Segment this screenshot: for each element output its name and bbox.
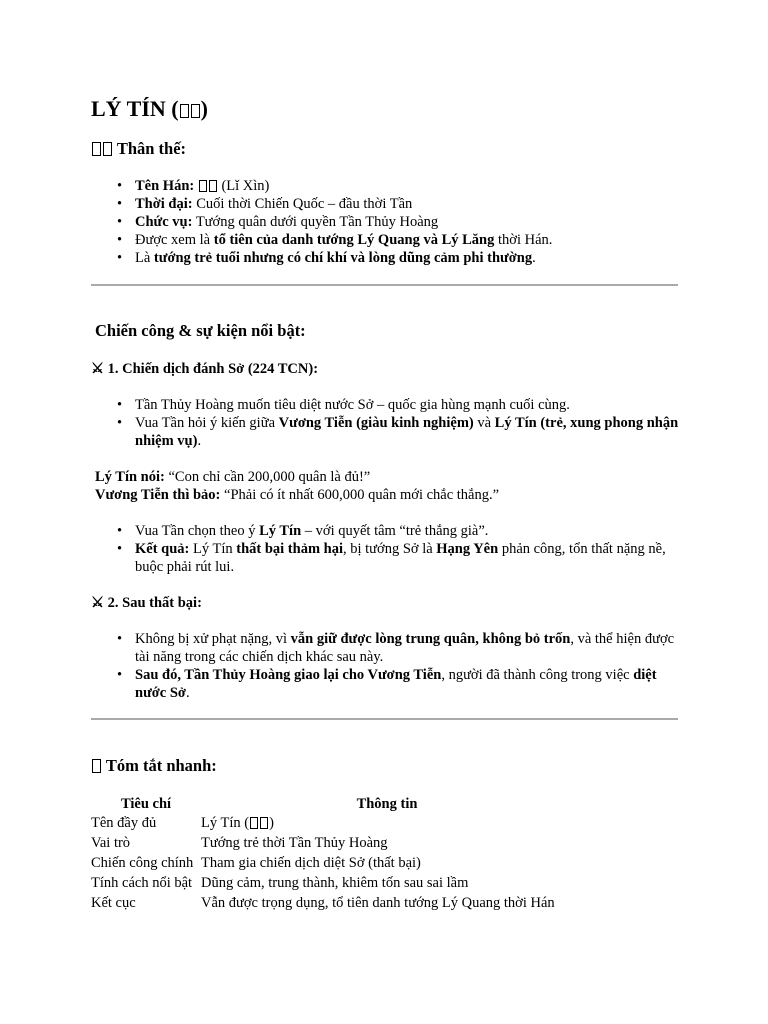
background-list xyxy=(135,177,695,267)
section-divider xyxy=(91,284,678,286)
list-item: • Thời đại: Cuối thời Chiến Quốc – đầu thời Tần xyxy=(135,195,695,213)
table-cell-value: Lý Tín ( ) xyxy=(201,815,274,831)
subsection-heading-campaign: ⚔ 1. Chiến dịch đánh Sở (224 TCN): xyxy=(91,361,319,377)
decision-list xyxy=(135,522,683,576)
table-cell-value: Tướng trẻ thời Tần Thủy Hoàng xyxy=(201,835,388,851)
table-row xyxy=(91,854,573,874)
table-cell-value: Tham gia chiến dịch diệt Sở (thất bại) xyxy=(201,855,421,871)
missing-glyph-icon xyxy=(260,817,268,829)
quote-vuong-tien: Vương Tiễn thì bảo: “Phải có ít nhất 600,000 quân mới chắc thắng.” xyxy=(95,487,500,503)
list-item: • Chức vụ: Tướng quân dưới quyền Tần Thủy Hoàng xyxy=(135,213,695,231)
emoji-placeholder-icon xyxy=(92,759,101,773)
quote-ly-tin: Lý Tín nói: “Con chỉ cần 200,000 quân là đủ!” xyxy=(95,469,371,485)
table-row xyxy=(91,834,573,854)
table-header-row xyxy=(91,794,573,814)
list-item: • Sau đó, Tần Thủy Hoàng giao lại cho Vương Tiễn, người đã thành công trong việc diệt nước Sở. xyxy=(135,666,675,702)
emoji-placeholder-icon xyxy=(92,142,101,156)
missing-glyph-icon xyxy=(191,104,200,118)
list-item: • Không bị xử phạt nặng, vì vẫn giữ được lòng trung quân, không bỏ trốn, và thể hiện được tài năng trong các chiến dịch khác sau này. xyxy=(135,630,675,666)
section-divider xyxy=(91,718,678,720)
summary-table xyxy=(91,794,573,914)
section-heading-achievements: Chiến công & sự kiện nổi bật: xyxy=(95,321,306,340)
table-row xyxy=(91,894,573,914)
table-cell-key: Vai trò xyxy=(91,835,131,851)
table-cell-key: Chiến công chính xyxy=(91,855,194,871)
after-defeat-list xyxy=(135,630,675,702)
subsection-heading-after-defeat: ⚔ 2. Sau thất bại: xyxy=(91,595,202,611)
column-header-info: Thông tin xyxy=(356,796,418,812)
list-item: • Tần Thủy Hoàng muốn tiêu diệt nước Sở – quốc gia hùng mạnh cuối cùng. xyxy=(135,396,683,414)
table-cell-value: Dũng cảm, trung thành, khiêm tốn sau sai lầm xyxy=(201,875,469,891)
campaign-list xyxy=(135,396,683,450)
missing-glyph-icon xyxy=(250,817,258,829)
missing-glyph-icon xyxy=(209,180,217,192)
emoji-placeholder-icon xyxy=(103,142,112,156)
list-item: • Kết quả: Lý Tín thất bại thảm hại, bị tướng Sở là Hạng Yên phản công, tổn thất nặng nề, buộc phải rút lui. xyxy=(135,540,683,576)
list-item: • Được xem là tổ tiên của danh tướng Lý Quang và Lý Lăng thời Hán. xyxy=(135,231,695,249)
section-heading-summary: Tóm tắt nhanh: xyxy=(91,756,217,776)
missing-glyph-icon xyxy=(199,180,207,192)
missing-glyph-icon xyxy=(180,104,189,118)
table-row xyxy=(91,874,573,894)
table-cell-key: Tính cách nổi bật xyxy=(91,875,193,891)
table-cell-key: Kết cục xyxy=(91,895,136,911)
page-title: LÝ TÍN ( ) xyxy=(91,96,208,121)
list-item: • Là tướng trẻ tuổi nhưng có chí khí và lòng dũng cảm phi thường. xyxy=(135,249,695,267)
table-cell-key: Tên đầy đủ xyxy=(91,815,157,831)
column-header-criteria: Tiêu chí xyxy=(120,796,172,812)
list-item: • Vua Tần chọn theo ý Lý Tín – với quyết tâm “trẻ thắng già”. xyxy=(135,522,683,540)
list-item: • Vua Tần hỏi ý kiến giữa Vương Tiễn (giàu kinh nghiệm) và Lý Tín (trẻ, xung phong nhận nhiệm vụ). xyxy=(135,414,683,450)
section-heading-background: Thân thế: xyxy=(91,139,186,159)
table-cell-value: Vẫn được trọng dụng, tổ tiên danh tướng Lý Quang thời Hán xyxy=(201,895,555,911)
list-item: • Tên Hán: (Lǐ Xìn) xyxy=(135,177,695,195)
table-row xyxy=(91,814,573,834)
